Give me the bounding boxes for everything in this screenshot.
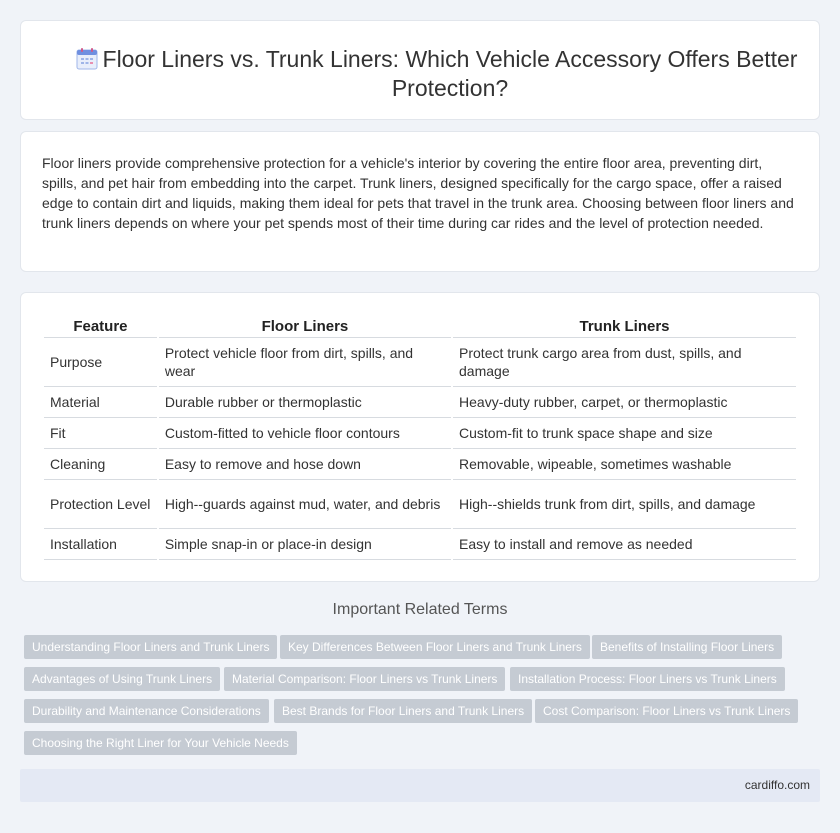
table-row bbox=[44, 480, 796, 529]
calendar-icon bbox=[75, 47, 99, 71]
table-row bbox=[44, 449, 796, 480]
comparison-table-card bbox=[20, 292, 820, 582]
cell-trunk: Removable, wipeable, sometimes washable bbox=[453, 449, 796, 480]
table-row bbox=[44, 338, 796, 387]
footer bbox=[20, 769, 820, 802]
header-floor-liners: Floor Liners bbox=[159, 315, 451, 338]
cell-feature: Fit bbox=[44, 418, 157, 449]
table-row bbox=[44, 418, 796, 449]
cell-floor: Easy to remove and hose down bbox=[159, 449, 451, 480]
cell-trunk: High--shields trunk from dirt, spills, and damage bbox=[453, 480, 796, 529]
title-card bbox=[20, 20, 820, 120]
cell-floor: Protect vehicle floor from dirt, spills, and wear bbox=[159, 338, 451, 387]
related-tag[interactable]: Best Brands for Floor Liners and Trunk Liners bbox=[274, 699, 532, 723]
related-tag[interactable]: Installation Process: Floor Liners vs Trunk Liners bbox=[510, 667, 785, 691]
cell-feature: Purpose bbox=[44, 338, 157, 387]
related-tag[interactable]: Key Differences Between Floor Liners and Trunk Liners bbox=[280, 635, 590, 659]
cell-feature: Cleaning bbox=[44, 449, 157, 480]
cell-trunk: Protect trunk cargo area from dust, spills, and damage bbox=[453, 338, 796, 387]
cell-feature: Material bbox=[44, 387, 157, 418]
table-row bbox=[44, 529, 796, 560]
page-title: Floor Liners vs. Trunk Liners: Which Vehicle Accessory Offers Better Protection? bbox=[102, 46, 798, 101]
cell-floor: High--guards against mud, water, and debris bbox=[159, 480, 451, 529]
cell-feature: Installation bbox=[44, 529, 157, 560]
cell-floor: Simple snap-in or place-in design bbox=[159, 529, 451, 560]
cell-floor: Custom-fitted to vehicle floor contours bbox=[159, 418, 451, 449]
cell-floor: Durable rubber or thermoplastic bbox=[159, 387, 451, 418]
related-tag[interactable]: Understanding Floor Liners and Trunk Liners bbox=[24, 635, 277, 659]
related-tag[interactable]: Advantages of Using Trunk Liners bbox=[24, 667, 220, 691]
related-tag[interactable]: Choosing the Right Liner for Your Vehicle Needs bbox=[24, 731, 297, 755]
cell-feature: Protection Level bbox=[44, 480, 157, 529]
table-header-row bbox=[44, 315, 796, 338]
related-tag[interactable]: Material Comparison: Floor Liners vs Trunk Liners bbox=[224, 667, 505, 691]
intro-card bbox=[20, 131, 820, 272]
cell-trunk: Custom-fit to trunk space shape and size bbox=[453, 418, 796, 449]
cell-trunk: Easy to install and remove as needed bbox=[453, 529, 796, 560]
related-tag[interactable]: Durability and Maintenance Considerations bbox=[24, 699, 269, 723]
related-terms-title: Important Related Terms bbox=[332, 601, 508, 618]
cell-trunk: Heavy-duty rubber, carpet, or thermoplastic bbox=[453, 387, 796, 418]
header-trunk-liners: Trunk Liners bbox=[453, 315, 796, 338]
related-tag[interactable]: Benefits of Installing Floor Liners bbox=[592, 635, 782, 659]
table-row bbox=[44, 387, 796, 418]
header-feature: Feature bbox=[44, 315, 157, 338]
intro-paragraph: Floor liners provide comprehensive protection for a vehicle's interior by covering the entire floor area, preventing dirt, spills, and pet hair from embedding into the carpet. Trunk liners, designed specifically for the cargo space, offer a raised edge to contain dirt and liquids, making them ideal for pets that travel in the trunk area. Choosing between floor liners and trunk liners depends on where your pet spends most of their time during car rides and the level of protection needed. bbox=[42, 155, 794, 231]
comparison-table bbox=[42, 315, 798, 560]
related-tag[interactable]: Cost Comparison: Floor Liners vs Trunk Liners bbox=[535, 699, 798, 723]
footer-site-link[interactable]: cardiffo.com bbox=[744, 778, 810, 792]
